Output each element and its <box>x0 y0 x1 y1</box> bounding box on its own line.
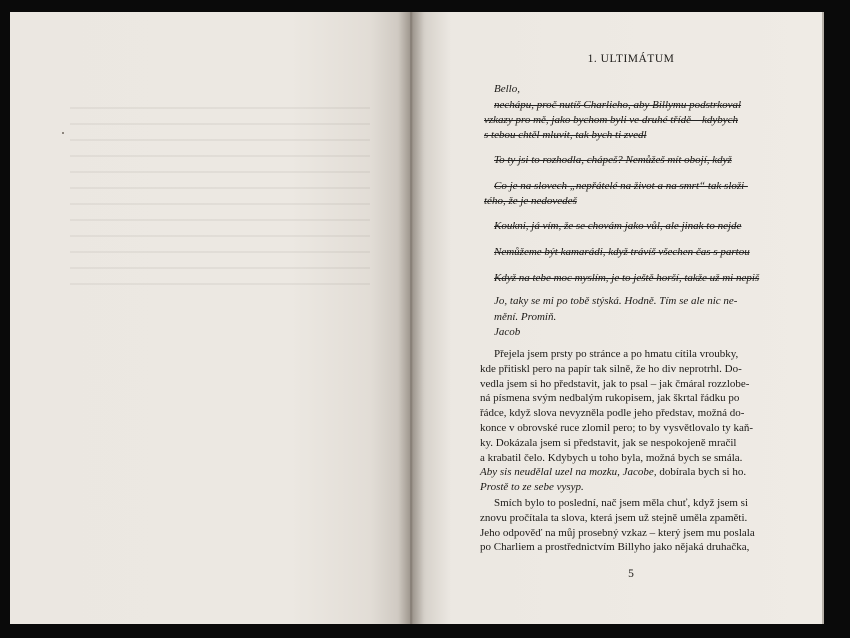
crossed-out-line: vzkazy pro mě, jako bychom byli ve druhé třídě – kdybych <box>484 114 739 126</box>
show-through-text <box>70 107 370 297</box>
paragraph-line: řádce, když slova nevyzněla podle jeho představ, možná do- <box>480 407 745 420</box>
crossed-out-line: nechápu, proč nutíš Charlieho, aby Billymu podstrkoval <box>494 99 742 111</box>
page-number: 5 <box>628 568 634 580</box>
paragraph-line: po Charliem a prostřednictvím Billyho jako nějaká druhačka, <box>480 541 750 554</box>
crossed-out-line: Co je na slovech „nepřátelé na život a na smrt“ tak složi- <box>494 180 748 192</box>
paragraph-text: dobírala bych si ho. <box>656 466 747 479</box>
paragraph-line <box>480 465 782 480</box>
letter-salutation: Bello, <box>494 83 520 95</box>
left-page <box>10 12 410 624</box>
paragraph-line: vedla jsem si ho představit, jak to psal – jak čmáral rozzlobe- <box>480 377 750 390</box>
crossed-out-line: Když na tebe moc myslím, je to ještě horší, takže už mi nepiš <box>494 272 760 284</box>
crossed-out-line: To ty jsi to rozhodla, chápeš? Nemůžeš mít obojí, když <box>494 154 732 166</box>
book-gutter <box>398 12 424 624</box>
italic-quote: Aby sis neudělal uzel na mozku, Jacobe, <box>480 466 657 479</box>
paragraph-line: znovu pročítala ta slova, která jsem už stejně uměla zpaměti. <box>480 511 748 524</box>
letter-reply <box>494 294 784 341</box>
paragraph-line: a krabatil čelo. Kdybych u toho byla, možná bych se smála. <box>480 451 743 464</box>
paragraph-line: kde přitiskl pero na papír tak silně, že ho div neprotrhl. Do- <box>480 362 742 375</box>
paragraph-2 <box>480 496 782 555</box>
paper-speck <box>62 132 64 134</box>
italic-quote: Prostě to ze sebe vysyp. <box>480 481 584 494</box>
chapter-title: 1. ULTIMÁTUM <box>587 53 675 65</box>
paragraph-line: Smích bylo to poslední, nač jsem měla chuť, když jsem si <box>494 497 748 509</box>
crossed-out-line: Nemůžeme být kamarádi, když trávíš všechen čas s partou <box>494 246 750 258</box>
page-edge <box>822 12 824 624</box>
paragraph-line: Přejela jsem prsty po stránce a po hmatu cítila vroubky, <box>494 348 739 360</box>
paragraph-line: ky. Dokázala jsem si představit, jak se nespokojeně mračil <box>480 436 737 449</box>
paragraph-line: ná písmena svým nedbalým rukopisem, jak škrtal řádku po <box>480 392 740 405</box>
crossed-out-line: tého, že je nedovedeš <box>484 195 577 207</box>
paragraph-line: konce v obrovské ruce zlomil pero; to by vysvětlovalo ty kaň- <box>480 421 754 434</box>
reply-line: mění. Promiň. <box>494 310 557 323</box>
reply-line: Jo, taky se mi po tobě stýská. Hodně. Tím se ale nic ne- <box>494 295 738 307</box>
crossed-out-line: s tebou chtěl mluvit, tak bych ti zvedl <box>484 129 647 141</box>
crossed-out-line: Koukni, já vím, že se chovám jako vůl, ale jinak to nejde <box>494 220 742 232</box>
paragraph-1 <box>480 347 782 495</box>
paragraph-line: Jeho odpověď na můj prosebný vzkaz – který jsem mu poslala <box>480 526 755 539</box>
letter-signature: Jacob <box>494 326 521 338</box>
